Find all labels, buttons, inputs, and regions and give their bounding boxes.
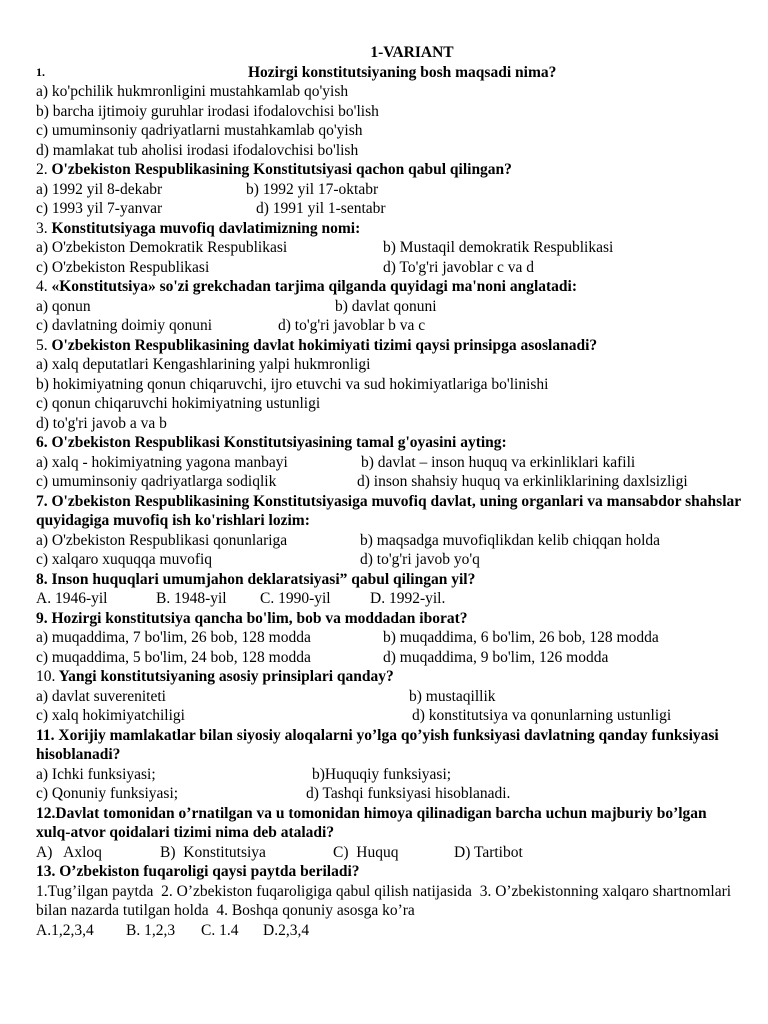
question-1-option-c: c) umuminsoniy qadriyatlarni mustahkamlab qo'yish (36, 122, 363, 139)
question-13-option-c: C. 1.4 (201, 921, 239, 939)
question-2 (36, 160, 768, 180)
question-9-option-b: b) muqaddima, 6 bo'lim, 26 bob, 128 modda (383, 629, 659, 646)
question-4-number: 4. (36, 278, 48, 295)
question-1-option-b: b) barcha ijtimoiy guruhlar irodasi ifodalovchisi bo'lish (36, 102, 379, 120)
question-11-options-row-1 (36, 765, 768, 785)
question-10-option-b: b) mustaqillik (409, 687, 496, 705)
question-3-option-b: b) Mustaqil demokratik Respublikasi (383, 239, 614, 256)
question-13-text: 13. O’zbekiston fuqaroligi qaysi paytda beriladi? (36, 863, 360, 880)
question-8-text: 8. Inson huquqlari umumjahon deklaratsiyasi” qabul qilingan yil? (36, 570, 476, 588)
question-5-option-b: b) hokimiyatning qonun chiqaruvchi, ijro etuvchi va sud hokimiyatlariga bo'linishi (36, 375, 549, 393)
question-11-text: 11. Xorijiy mamlakatlar bilan siyosiy aloqalarni yo’lga qo’yish funksiyasi davlatning qanday funksiyasi hisoblanadi? (36, 726, 719, 763)
question-3-options-row-1 (36, 238, 768, 258)
question-11-option-d: d) Tashqi funksiyasi hisoblanadi. (306, 785, 511, 802)
question-5-option-c: c) qonun chiqaruvchi hokimiyatning ustunligi (36, 395, 321, 412)
question-3-number: 3. (36, 219, 48, 237)
question-6-option-c: c) umuminsoniy qadriyatlarga sodiqlik (36, 473, 277, 490)
question-4-option-c: c) davlatning doimiy qonuni (36, 317, 213, 334)
question-5-option-d: d) to'g'ri javob a va b (36, 414, 167, 432)
question-11-option-c: c) Qonuniy funksiyasi; (36, 785, 179, 802)
question-5-number: 5. (36, 336, 48, 354)
question-2-option-a: a) 1992 yil 8-dekabr (36, 180, 163, 198)
question-10-option-d: d) konstitutsiya va qonunlarning ustunligi (412, 707, 672, 724)
question-9-option-a: a) muqaddima, 7 bo'lim, 26 bob, 128 modda (36, 629, 311, 646)
question-9-options-row-1 (36, 628, 768, 648)
question-6-option-d: d) inson shahsiy huquq va erkinliklarining daxlsizligi (357, 473, 688, 490)
question-3 (36, 219, 768, 239)
question-8-options-row (36, 589, 768, 609)
question-3-option-c: c) O'zbekiston Respublikasi (36, 258, 210, 276)
question-4-options-row-1 (36, 297, 768, 317)
question-5-option-a: a) xalq deputatlari Kengashlarining yalpi hukmronligi (36, 356, 371, 373)
question-7-options-row-1 (36, 531, 768, 551)
question-8-option-b: B. 1948-yil (156, 590, 227, 607)
question-12-option-b: B) Konstitutsiya (160, 843, 266, 861)
question-10-option-c: c) xalq hokimiyatchiligi (36, 707, 185, 724)
question-8-option-c: C. 1990-yil (260, 590, 331, 607)
question-2-option-c: c) 1993 yil 7-yanvar (36, 200, 163, 217)
question-8-option-a: A. 1946-yil (36, 590, 108, 607)
question-6-options-row-2 (36, 472, 768, 492)
question-10-number: 10. (36, 668, 56, 685)
question-2-option-b: b) 1992 yil 17-oktabr (246, 180, 379, 198)
question-1 (36, 63, 768, 83)
question-8-option-d: D. 1992-yil. (370, 590, 446, 607)
question-10-option-a: a) davlat suvereniteti (36, 687, 166, 705)
question-7-option-a: a) O'zbekiston Respublikasi qonunlariga (36, 531, 288, 549)
question-13-option-b: B. 1,2,3 (126, 921, 176, 939)
question-6-option-b: b) davlat – inson huquq va erkinliklari kafili (361, 453, 636, 471)
question-11-option-a: a) Ichki funksiyasi; (36, 765, 156, 783)
question-2-options-row-1 (36, 180, 768, 200)
question-2-options-row-2 (36, 199, 768, 219)
question-1-number: 1. (36, 64, 45, 79)
question-9-option-d: d) muqaddima, 9 bo'lim, 126 modda (383, 648, 609, 666)
question-13-option-d: D.2,3,4 (263, 921, 310, 939)
question-6-text: 6. O'zbekiston Respublikasi Konstitutsiyasining tamal g'oyasini ayting: (36, 434, 507, 451)
question-3-option-a: a) O'zbekiston Demokratik Respublikasi (36, 239, 288, 256)
question-4-options-row-2 (36, 316, 768, 336)
question-5-text: O'zbekiston Respublikasining davlat hokimiyati tizimi qaysi prinsipga asoslanadi? (47, 336, 598, 354)
question-6-option-a: a) xalq - hokimiyatning yagona manbayi (36, 453, 288, 471)
question-1-option-a: a) ko'pchilik hukmronligini mustahkamlab qo'yish (36, 83, 349, 100)
question-9-options-row-2 (36, 648, 768, 668)
question-7-option-d: d) to'g'ri javob yo'q (360, 551, 480, 568)
question-7-option-c: c) xalqaro xuquqqa muvofiq (36, 551, 213, 568)
question-2-text: O'zbekiston Respublikasining Konstitutsiyasi qachon qabul qilingan? (47, 161, 512, 178)
question-10-options-row-1 (36, 687, 768, 707)
question-13-body: 1.Tug’ilgan paytda 2. O’zbekiston fuqaroligiga qabul qilish natijasida 3. O’zbekistonning xalqaro shartnomlari bilan nazarda tutilgan holda 4. Boshqa qonuniy asosga ko’ra (36, 882, 735, 919)
question-11-options-row-2 (36, 784, 768, 804)
question-3-text: Konstitutsiyaga muvofiq davlatimizning nomi: (47, 219, 361, 237)
question-6-options-row-1 (36, 453, 768, 473)
question-13-options-row (36, 921, 768, 941)
question-12-option-c: C) Huquq (333, 843, 399, 861)
question-10 (36, 667, 768, 687)
question-12-option-d: D) Tartibot (454, 843, 523, 861)
question-3-option-d: d) To'g'ri javoblar c va d (383, 258, 534, 276)
question-4-text: «Konstitutsiya» so'zi grekchadan tarjima qilganda quyidagi ma'noni anglatadi: (47, 278, 578, 295)
question-12-options-row (36, 843, 768, 863)
question-12-text: 12.Davlat tomonidan o’rnatilgan va u tomonidan himoya qilinadigan barcha uchun majburiy bo’lgan xulq-atvor qoidalari tizimi nima deb ataladi? (36, 804, 707, 841)
question-2-number: 2. (36, 161, 48, 178)
question-3-options-row-2 (36, 258, 768, 278)
question-4-option-a: a) qonun (36, 297, 91, 315)
question-7-text: 7. O'zbekiston Respublikasining Konstitutsiyasiga muvofiq davlat, uning organlari va mansabdor shahslar quyidagiga muvofiq ish ko'rishlari lozim: (36, 492, 741, 529)
question-5 (36, 336, 768, 356)
question-13-option-a: A.1,2,3,4 (36, 921, 94, 939)
question-9-option-c: c) muqaddima, 5 bo'lim, 24 bob, 128 modda (36, 648, 311, 666)
question-7-options-row-2 (36, 550, 768, 570)
question-7-option-b: b) maqsadga muvofiqlikdan kelib chiqqan holda (360, 531, 661, 549)
question-9-text: 9. Hozirgi konstitutsiya qancha bo'lim, bob va moddadan iborat? (36, 609, 468, 627)
variant-title: 1-VARIANT (370, 44, 454, 61)
question-1-option-d: d) mamlakat tub aholisi irodasi ifodalovchisi bo'lish (36, 141, 359, 159)
question-11-option-b: b)Huquqiy funksiyasi; (312, 765, 452, 783)
question-4-option-b: b) davlat qonuni (335, 297, 437, 315)
question-10-text: Yangi konstitutsiyaning asosiy prinsiplari qanday? (55, 668, 394, 685)
question-2-option-d: d) 1991 yil 1-sentabr (256, 200, 386, 217)
question-1-text: Hozirgi konstitutsiyaning bosh maqsadi nima? (248, 63, 557, 81)
question-4 (36, 277, 768, 297)
question-10-options-row-2 (36, 706, 768, 726)
question-4-option-d: d) to'g'ri javoblar b va c (278, 317, 426, 334)
question-12-option-a: A) Axloq (36, 843, 102, 861)
